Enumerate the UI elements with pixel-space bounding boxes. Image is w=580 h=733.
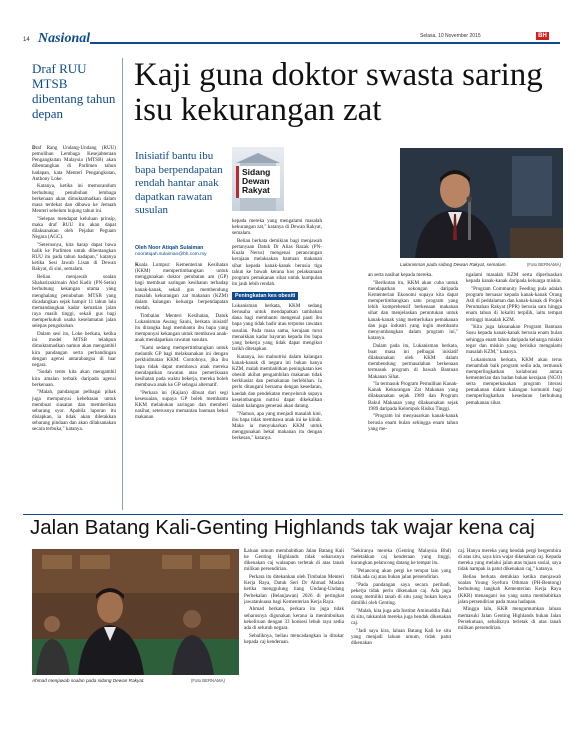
main-paragraph: kepada mereka yang mengalami masalah kekurangan zat," katanya di Dewan Rakyat, semalam. (232, 218, 322, 237)
second-paragraph: Minggu lalu, KKR mengumumkan laluan memasuki Jalan Genting Highlands bukan Jalan Persekutuan, sebaliknya terletak di atas tanah milikan persendirian. (458, 606, 561, 631)
sidang-dewan-rakyat-badge (236, 166, 280, 198)
main-paragraph: Beliau berkata demikian bagi menjawab pertanyaan Datuk Dr Alias Razak (PN-Kuala Nerus) mengenai perancangan kerajaan melaksakan bantuan makanan sihat kepada kanak-kanak berusia tiga tahun ke bawah kerana kos pelaksanaan program pemakanan sihat untuk kumpulan itu jauh lebih rendah. (232, 237, 322, 288)
second-paragraph: "Pada pandangan saya secara peribadi, pekerja tidak perlu dikenakan caj. Ada juga orang memiliki tanah di situ yang bukan hanya dimiliki oleh Genting. (351, 581, 451, 607)
second-photo-credit: (Foto BERNAMA) (191, 678, 225, 683)
second-story-rule (23, 514, 563, 515)
sidebar-body (32, 145, 116, 515)
sidebar-paragraph: Beliau menjawab soalan Shaharizukirnain Abd Kadir (PN-Setiu) berhubung kekangan utama yang menghalang penubuhan MTSB yang dicadangkan sejak hampir 11 tahun lalu memandangkan kadar kematian jalan raya masih tinggi, sekali gus bagi memperkukuh usaha keselamatan jalan selepas pengukuhan. (32, 274, 116, 330)
standfirst: Inisiatif bantu ibu bapa berpendapatan rendah hantar anak dapatkan rawatan susulan (135, 150, 223, 216)
main-body-col-1 (135, 262, 228, 510)
main-paragraph: "Berikutan itu, KKM akan cuba untuk mendapatkan sokongan daripada Kementerian Ekonomi supaya kita dapat mempertimbangkan satu program yang lebih komprehensif berkenaan makanan sihat dan menjelaskan peruntukan untuk kanak-kanak yang memerlukan pemakanan dan juga industri yang ingin membantu menyumbangkan dalam program ini," katanya. (368, 279, 458, 342)
second-photo-caption: Ahmad menjawab soalan pada sidang Dewan Rakyat. (32, 678, 145, 683)
second-headline: Jalan Batang Kali-Genting Highlands tak wajar kena caj (30, 516, 535, 539)
page-number: 14 (23, 37, 30, 43)
badge-line-1: Sidang (242, 167, 271, 177)
main-paragraph: "Kita juga laksanakan Program Bantuan Susu kepada kanak-kanak berusia enam bulan sehingga enam tahun daripada keluarga miskin tegar dan miskin yang berisiko mengalami masalah KZM," katanya. (466, 324, 562, 355)
sidebar-paragraph: Draf Rang Undang-Undang (RUU) pemulihan Lembaga Kesejahteraan Pengangkutan Malaysia (MTSB) akan dibentangkan di Parlimen tahun hadapan, kata Menteri Pengangkutan, Anthony Loke. (32, 145, 116, 182)
lukanisman-photo (400, 148, 563, 258)
sidebar-headline: Draf RUU MTSB dibentang tahun depan (32, 61, 116, 121)
sidebar-paragraph: Katanya, ketika ini memorandum berhubung penubuhan lembaga berkenaan akan dimuktamadkan dalam masa terdekat dan dibawa ke Jemaah Menteri sebelum hujung tahun ini. (32, 183, 116, 215)
badge-line-3: Rakyat (242, 185, 270, 195)
sidebar-paragraph: "Malah, pandangan pelbagai pihak juga mempunyai kebebasan untuk membuat siasatan dan memberikan sebarang syor. Apabila laporan itu disiapkan, ia tidak akan diletakkan sebarang pindaan dan akan dilaksanakan secara terbuka," katanya. (32, 389, 116, 433)
main-paragraph: Katanya, isu malnutrisi dalam kalangan kanak-kanak di negara ini bukan hanya KZM, malah membabitkan peningkatan kes obesiti akibat pengambilan makanan tidak berkhasiat dan pemakanan berlebihan. Ia perlu ditangani bersama dengan kesedaran, kaedah dan pendekatan menyeluruh supaya keseimbangan nutrisi dapat dikekalkan dalam kalangan generasi akan datang. (232, 353, 322, 409)
sidebar-paragraph: "Sudah tentu kita akan mengambil kira amalan terbaik daripada agensi berkenaan. (32, 369, 116, 388)
second-paragraph: Ahmad berkata, perkara itu juga tidak seharusnya digunakan kerana ia menimbulkan kekeliruan dengan 33 konsesi lebuh raya sedia ada di seluruh negara. (244, 606, 344, 631)
main-paragraph: "Kami sedang mempertimbangkan untuk melantik GP bagi melaksanakan ini dengan perkhidmatan KKM. Contohnya, jika ibu bapa tidak dapat membawa anak mereka mendapatkan rawatan atau pemeriksaan kesihatan pada waktu bekerja, mereka boleh membawa anak ke GP sebagai alternatif. (135, 345, 228, 388)
subhead-obesity: Peningkatan kes obesiti (232, 292, 298, 300)
main-body-col-2 (232, 218, 322, 510)
sidebar-paragraph: "Seterusnya, kita harap dapat bawa balik ke Parlimen untuk dibentangkan RUU itu pada tahun hadapan," katanya ketika Sesi Jawab Lisan di Dewan Rakyat, di sini, semalam. (32, 241, 116, 273)
second-paragraph: "Pelancong akan pergi ke tempat lain yang tidak ada caj atau bukan jalan persendirian. (351, 567, 451, 581)
main-body-col-3 (368, 272, 458, 510)
second-paragraph: caj. Hanya mereka yang hendak pergi bergembira di atas situ, saya kira wajar dikenakan caj. Kepada mereka yang melalui jalan atas tujuan sosial, saya tidak nampak ia patut dikenakan caj," katanya. (458, 548, 561, 573)
main-photo-caption: Lukanisman pada sidang Dewan Rakyat, semalam. (400, 262, 507, 267)
main-headline: Kaji guna doktor swasta saring isu kekurangan zat (134, 57, 543, 128)
issue-date: Selasa, 10 November 2015 (420, 33, 481, 39)
main-paragraph: Lukanisman berkata, KKM akan terus menambah baik program sedia ada, termasuk memperlingkatkan kolaborasi antara kementerian dan badan bukan kerajaan (NGO) serta memperkasakan program literasi pemakanan dalam kalangan komuniti bagi memperlingkatkan kesedaran berhubung pemakanan sihat. (466, 356, 562, 406)
bh-logo: BH (536, 32, 549, 40)
section-label: Nasional (38, 31, 91, 46)
main-paragraph: "Ia termasuk Program Pemulihan Kanak-Kanak Kekurangan Zat Makanan yang dilaksanakan sejak 1989 dan Program Bakul Makanan yang dilaksanakan sejak 1989 daripada Kelompok Risiko Tinggi. (368, 381, 458, 412)
main-photo-credit: (Foto BERNAMA) (527, 262, 561, 267)
main-paragraph: ngalami masalah KZM serta diperluaskan kepada kanak-kanak daripada keluarga miskin. (466, 272, 562, 285)
second-paragraph: Laluan umum membabitkan Jalan Batang Kali ke Genting Highlands tidak seharusnya dikenakan caj walaupun terletak di atas tanah milikan persendirian. (244, 548, 344, 573)
second-paragraph: "Malah, kita juga ada Institut Aminuddin Baki di situ, takkanlah mereka juga hendak dikenakan caj. (351, 607, 451, 627)
main-paragraph: Dalam pada itu, Lukanisman berkata, buat masa ini pelbagai inisiatif dilaksanakan oleh KKM dalam membendung permasalahan berkenaan termasuk program di bawah Bantuan Makanan Sihat. (368, 342, 458, 380)
sidebar-paragraph: Dalam sesi itu, Loke berkata, ketika ini model MTSB telahpun dimuktamadkan namun akan mengambil kira pandangan serta perbandingan dengan agensi antarabangsa di luar negara. (32, 331, 116, 368)
second-paragraph: "Sekiranya mereka (Genting Malaysia Bhd) meletakkan caj kenderaan yang tinggi, kurangkan pelancong datang ke tempat itu. (351, 548, 451, 567)
second-body-col-2 (351, 548, 451, 688)
byline: Oleh Noor Atiqah Sulaiman (135, 245, 204, 251)
ahmad-photo (32, 549, 239, 675)
main-body-col-4 (466, 272, 562, 510)
main-paragraph: "Program Community Feeding pula adalah program bersasar kepada kanak-kanak Orang Asli di peddalaman dan kanak-kanak di Projek Perumahan Rakyat (PPR) berusia satu hingga enam tahun di lokaliti terpilih, iaitu tempat tertinggi masalah KZM. (466, 285, 562, 323)
main-paragraph: Timbalan Menteri Kesihatan, Datuk Lukanisman Awang Sauni, berkata inisiatif itu dirangka bagi membantu ibu bapa yang mempunyai kekangan untuk membawa anak-anak mendapatkan rawatan susulan. (135, 312, 228, 344)
badge-line-2: Dewan (242, 176, 270, 186)
main-paragraph: Kuala Lumpur: Kementerian Kesihatan (KKM) mempertimbangkan untuk menggunakan doktor perubatan am (GP) bagi membuat saringan kesihatan terhadap kanak-kanak, sekali gus membendung masalah kekurangan zat makanan (KZM) dalam kalangan keluarga berpendapatan rendah. (135, 262, 228, 312)
main-paragraph: "Namun, apa yang menjadi masalah kini, ibu bapa tidak membawa anak ini ke klinik. Maka ia menyukarkan KKM untuk menggunakan bekal makanan itu dengan berkesan," katanya. (232, 410, 322, 442)
second-paragraph: "Jadi saya kira, laluan Batang Kali ke situ yang menjadi laluan umum, tidak patut dikenakan (351, 627, 451, 647)
second-body-col-1 (244, 548, 344, 688)
second-body-col-3 (458, 548, 561, 688)
main-paragraph: "Program ini menyasarkan kanak-kanak berusia enam bulan sehingga enam tahun yang me- (368, 413, 458, 432)
sidebar-paragraph: "Selepas mendapat keluluan prinsip, maka draf RUU itu akan dapat dilaksanakan oleh Pejabat Peguam Negara (AGC). (32, 215, 116, 241)
sidebar-divider (122, 58, 123, 510)
second-paragraph: Beliau berkata demikian ketika menjawab soalan Young Syefura Othman (PH-Bentong) berhubung langkah Kementerian Kerja Raya (KKR) menangani isu yang sama membabitkan jalan persendirian pada masa hadapan. (458, 574, 561, 605)
second-paragraph: Perkara itu ditekankan oleh Timbalan Menteri Kerja Raya, Datuk Seri Dr Ahmad Maslan ketika menggulung tiang Undang-Undang Perbekalan (Belanjawan) 2026 di peringkat jawatankuasa bagi Kementerian Kerja Raya. (244, 574, 344, 605)
main-paragraph: an serta nasihat kepada mereka. (368, 272, 433, 278)
main-paragraph: "Perkara ini (Kajian) dibuat dari segi kesesuaian, supaya GP boleh membantu KKM melakukan saringan dan memberi nasihat, seterusnya memantau bantuan bekal makanan (135, 389, 228, 421)
byline-email: nooratiqah.sulaiman@bh.com.my (135, 252, 207, 257)
header-rule (90, 42, 560, 44)
second-paragraph: Sebaliknya, beliau mencadangkan ia ditukar kepada caj kenderaan. (244, 632, 344, 645)
main-paragraph: Lukanisman berkata, KKM sedang berusaha untuk mendapatkan tambahan dana bagi membantu mengenal pasti ibu bapa yang tidak hadir atau terputus rawatan susulan. Pada masa sama, kerajaan turut menaikkan kadar bayaran kepada ibu bapa yang bekerja yang tidak dapat mengikut tarikh ditetapkan. (232, 302, 322, 352)
